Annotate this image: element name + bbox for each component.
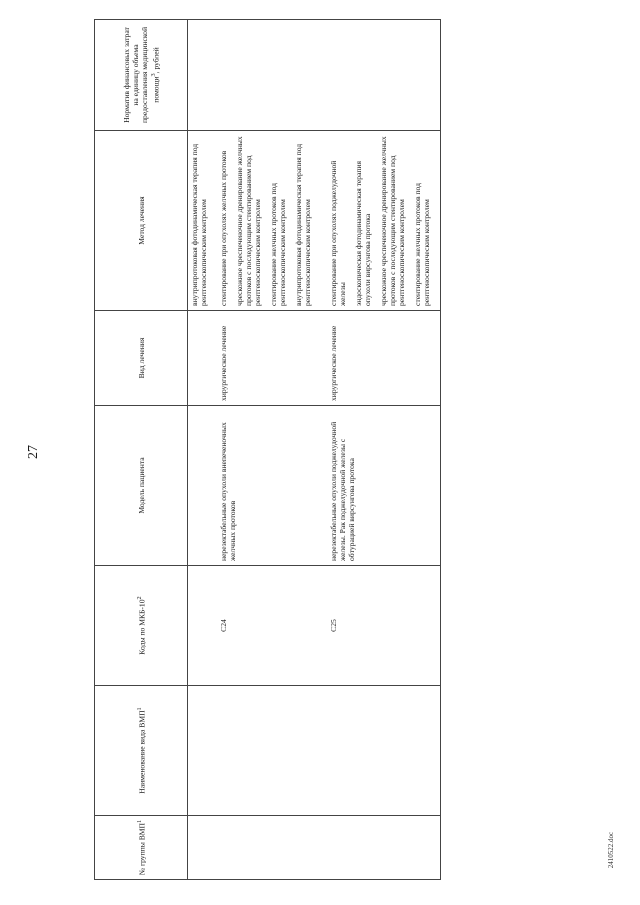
icd-code: C24 [217, 566, 321, 686]
header-patient-model: Модель пациента [95, 406, 188, 566]
treatment-method-item: внутрипротоковая фотодинамическая терапия под рентгеноскопическим контролем [294, 143, 312, 306]
treatment-method-item: стентирование желчных протоков под рентгеноскопическим контролем [269, 182, 287, 306]
header-icd-codes: Коды по МКБ-$10^2$ [95, 566, 188, 686]
header-vmp-name: Наименование вида ВМП$^1$ [95, 686, 188, 816]
treatment-method-item: стентирование желчных протоков под рентгеноскопическим контролем [413, 182, 431, 306]
table-row [217, 20, 321, 880]
treatment-method-item: чрескожное чреспеченочное дренирование желчных протоков с последующим стентированием под рентгеноскопическим контролем [235, 136, 262, 306]
footer-file-name: 2410522.doc [607, 831, 615, 869]
header-group-number: № группы ВМП$^1$ [95, 816, 188, 880]
treatment-method-item: стентирование при опухолях желчных протоков [219, 150, 228, 306]
table-header-row [95, 20, 188, 880]
icd-code: C25 [321, 566, 441, 686]
treatment-type: хирургическое лечение [321, 311, 441, 406]
patient-model: нерезектабельные опухоли поджелудочной железы. Рак поджелудочной железы с обтурацией вирсунгова протока [321, 406, 441, 566]
header-treatment-method: Метод лечения [95, 131, 188, 311]
header-treatment-type: Вид лечения [95, 311, 188, 406]
treatment-type: хирургическое лечение [217, 311, 321, 406]
vmp-table [94, 19, 441, 880]
header-cost-norm: Норматив финансовых затрат на единицу объема предоставления медицинской помощи$^3$, рублей [95, 20, 188, 131]
table-row [188, 20, 218, 880]
treatment-method-item: чрескожное чреспеченочное дренирование желчных протоков с последующим стентированием под рентгеноскопическим контролем [379, 136, 406, 306]
vmp-table-container [94, 20, 594, 880]
patient-model: нерезектабельные опухоли внепеченочных желчных протоков [217, 406, 321, 566]
table-row [321, 20, 441, 880]
treatment-method-item: стентирование при опухолях поджелудочной железы [329, 160, 347, 306]
treatment-method-item: внутрипротоковая фотодинамическая терапия под рентгеноскопическим контролем [190, 143, 208, 306]
treatment-method-item: эндоскопическая фотодинамическая терапия опухоли вирсунгова протока [354, 161, 372, 306]
page-number: 27 [26, 445, 41, 459]
